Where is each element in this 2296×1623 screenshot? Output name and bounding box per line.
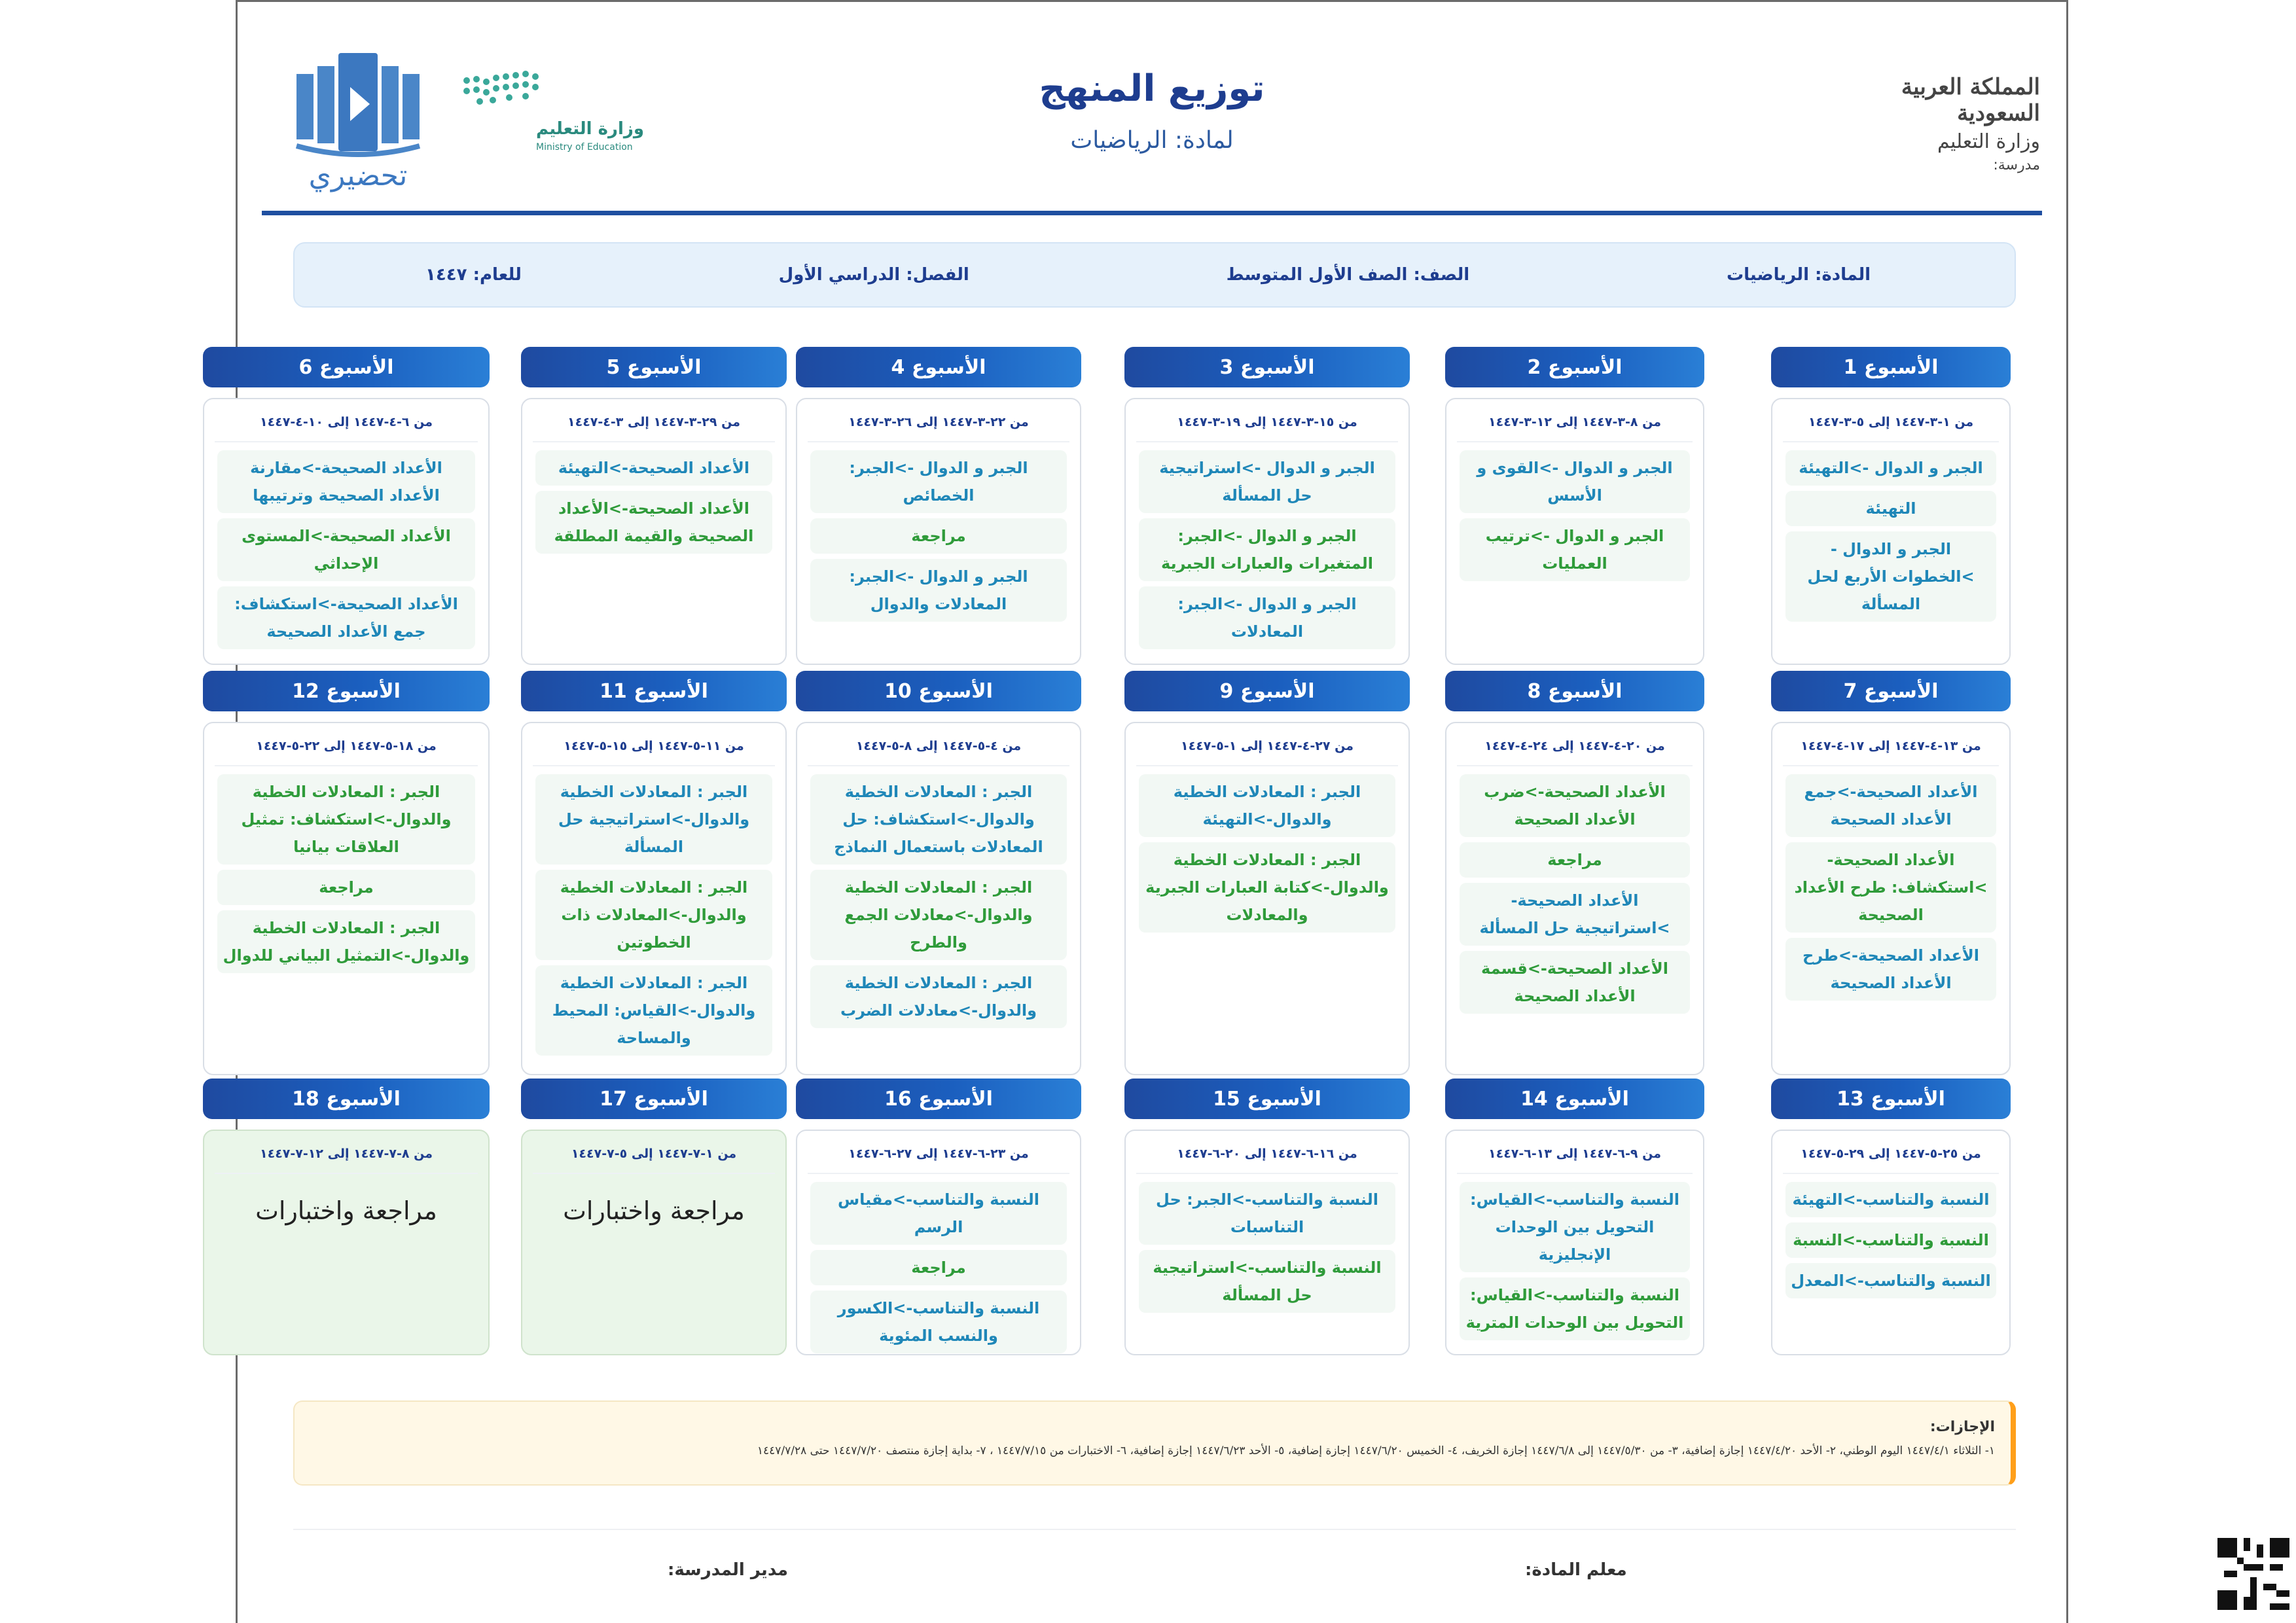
week-title: الأسبوع 12 [203,671,490,711]
lesson-item: النسبة والتناسب->الجبر: حل التناسبات [1139,1182,1395,1245]
week-divider [533,765,775,766]
lesson-item: الجبر : المعادلات الخطية والدوال->التهيئة [1139,774,1395,837]
info-grade: الصف: الصف الأول المتوسط [1226,265,1470,285]
lesson-item: الجبر و الدوال ->الخطوات الأربع لحل المسألة [1785,531,1996,622]
week-dates: من ١٥-٣-١٤٤٧ إلى ١٩-٣-١٤٤٧ [1177,415,1357,429]
lesson-item: الأعداد الصحيحة->ضرب الأعداد الصحيحة [1460,774,1690,837]
week-title: الأسبوع 3 [1124,347,1410,387]
week-divider [1783,1173,1999,1174]
week-dates: من ١-٣-١٤٤٧ إلى ٥-٣-١٤٤٧ [1808,415,1974,429]
lesson-item: الجبر و الدوال ->الجبر: المتغيرات والعبارات الجبرية [1139,518,1395,581]
week-divider [533,441,775,442]
week-divider [1136,441,1398,442]
info-subject: المادة: الرياضيات [1726,265,1871,285]
week-title: الأسبوع 1 [1771,347,2011,387]
week-title: الأسبوع 15 [1124,1079,1410,1119]
lesson-item: الجبر و الدوال ->ترتيب العمليات [1460,518,1690,581]
week-dates: من ٨-٧-١٤٤٧ إلى ١٢-٧-١٤٤٧ [260,1147,433,1161]
week-card [1124,347,1410,665]
lesson-item: الجبر : المعادلات الخطية والدوال->استراتيجية حل المسألة [535,774,772,865]
week-title: الأسبوع 2 [1445,347,1704,387]
week-body [203,398,490,665]
lesson-item: الجبر : المعادلات الخطية والدوال->معادلات الضرب [810,965,1067,1028]
week-body [796,722,1081,1075]
lesson-item: الجبر : المعادلات الخطية والدوال->استكشاف: حل المعادلات باستعمال النماذج [810,774,1067,865]
lesson-item: الجبر و الدوال ->التهيئة [1785,450,1996,486]
week-dates: من ٢٥-٥-١٤٤٧ إلى ٢٩-٥-١٤٤٧ [1801,1147,1981,1161]
page-subtitle: لمادة: الرياضيات [1070,127,1234,154]
week-body [203,722,490,1075]
week-dates: من ١١-٥-١٤٤٧ إلى ١٥-٥-١٤٤٧ [564,739,744,753]
lesson-item: الجبر و الدوال ->استراتيجية حل المسألة [1139,450,1395,513]
lesson-item: النسبة والتناسب->استراتيجية حل المسألة [1139,1250,1395,1313]
week-title: الأسبوع 7 [1771,671,2011,711]
lesson-item: الأعداد الصحيحة->المستوى الإحداثي [217,518,475,581]
week-card [521,347,787,665]
lesson-item: الأعداد الصحيحة->استكشاف: طرح الأعداد الصحيحة [1785,842,1996,933]
week-divider [1457,765,1693,766]
week-title: الأسبوع 13 [1771,1079,2011,1119]
lesson-item: الأعداد الصحيحة->استكشاف: جمع الأعداد الصحيحة [217,586,475,649]
info-term: الفصل: الدراسي الأول [778,265,969,285]
week-body [1124,1130,1410,1355]
week-card [1124,1079,1410,1355]
week-body [521,722,787,1075]
holidays-note [293,1400,2016,1486]
week-dates: من ٤-٥-١٤٤٧ إلى ٨-٥-١٤٤٧ [855,739,1022,753]
week-card [521,1079,787,1355]
lesson-item: مراجعة [1460,842,1690,878]
week-body [1445,398,1704,665]
week-dates: من ١٨-٥-١٤٤٧ إلى ٢٢-٥-١٤٤٧ [256,739,437,753]
logos [290,48,644,205]
lesson-item: مراجعة [810,1250,1067,1285]
school-label: مدرسة: [1993,157,2040,173]
lesson-item: النسبة والتناسب->القياس: التحويل بين الوحدات الإنجليزية [1460,1182,1690,1272]
lesson-item: الأعداد الصحيحة->قسمة الأعداد الصحيحة [1460,951,1690,1014]
week-body [1771,398,2011,665]
moe-logo-text-ar: وزارة التعليم [536,119,644,139]
lesson-item: النسبة والتناسب->المعدل [1785,1263,1996,1298]
week-divider [1783,765,1999,766]
principal-signature: مدير المدرسة: [668,1560,788,1580]
week-card [1445,1079,1704,1355]
week-title: الأسبوع 8 [1445,671,1704,711]
week-title: الأسبوع 5 [521,347,787,387]
week-body [1445,1130,1704,1355]
lesson-item: الأعداد الصحيحة->طرح الأعداد الصحيحة [1785,938,1996,1001]
week-review-label: مراجعة واختبارات [563,1196,745,1225]
lesson-item: النسبة والتناسب->القياس: التحويل بين الوحدات المترية [1460,1277,1690,1340]
teacher-signature: معلم المادة: [1525,1560,1627,1580]
info-year: للعام: ١٤٤٧ [425,265,522,285]
tahdiri-logo-text: تحضيري [308,159,408,192]
week-body [796,1130,1081,1355]
lesson-item: الأعداد الصحيحة->استراتيجية حل المسألة [1460,883,1690,946]
week-body [796,398,1081,665]
lesson-item: الجبر : المعادلات الخطية والدوال->المعادلات ذات الخطوتين [535,870,772,960]
qr-code-icon [2217,1538,2289,1610]
week-dates: من ١٦-٦-١٤٤٧ إلى ٢٠-٦-١٤٤٧ [1177,1147,1357,1161]
page-title: توزيع المنهج [1039,67,1265,110]
week-body [521,1130,787,1355]
week-title: الأسبوع 16 [796,1079,1081,1119]
lesson-item: النسبة والتناسب->الكسور والنسب المئوية [810,1291,1067,1353]
week-dates: من ١٣-٤-١٤٤٧ إلى ١٧-٤-١٤٤٧ [1801,739,1981,753]
week-title: الأسبوع 18 [203,1079,490,1119]
logo-graphics [290,48,644,205]
week-divider [215,765,478,766]
lesson-item: النسبة والتناسب->التهيئة [1785,1182,1996,1217]
week-dates: من ٢٣-٦-١٤٤٧ إلى ٢٧-٦-١٤٤٧ [848,1147,1029,1161]
week-dates: من ١-٧-١٤٤٧ إلى ٥-٧-١٤٤٧ [571,1147,737,1161]
week-title: الأسبوع 17 [521,1079,787,1119]
moe-logo-text-en: Ministry of Education [536,142,633,152]
lesson-item: النسبة والتناسب->النسبة [1785,1222,1996,1258]
week-divider [1783,441,1999,442]
week-divider [215,1173,478,1174]
kingdom-name: المملكة العربية السعودية [1901,74,2040,126]
week-title: الأسبوع 14 [1445,1079,1704,1119]
week-card [796,671,1081,1075]
week-title: الأسبوع 11 [521,671,787,711]
week-card [1445,347,1704,665]
week-card [1771,1079,2011,1355]
week-divider [1457,1173,1693,1174]
week-body [1445,722,1704,1075]
week-card [1124,671,1410,1075]
week-divider [808,441,1069,442]
week-card [1771,671,2011,1075]
week-divider [1136,765,1398,766]
week-dates: من ٨-٣-١٤٤٧ إلى ١٢-٣-١٤٤٧ [1488,415,1661,429]
lesson-item: النسبة والتناسب->مقياس الرسم [810,1182,1067,1245]
lesson-item: الجبر و الدوال ->القوى و الأسس [1460,450,1690,513]
moe-logo-icon [463,71,539,105]
lesson-item: الأعداد الصحيحة->جمع الأعداد الصحيحة [1785,774,1996,837]
footer-divider [293,1529,2016,1530]
lesson-item: الجبر : المعادلات الخطية والدوال->كتابة العبارات الجبرية والمعادلات [1139,842,1395,933]
week-divider [1136,1173,1398,1174]
week-dates: من ٢٩-٣-١٤٤٧ إلى ٣-٤-١٤٤٧ [567,415,740,429]
week-dates: من ٢٠-٤-١٤٤٧ إلى ٢٤-٤-١٤٤٧ [1484,739,1665,753]
lesson-item: الجبر : المعادلات الخطية والدوال->معادلات الجمع والطرح [810,870,1067,960]
week-review-label: مراجعة واختبارات [255,1196,437,1225]
lesson-item: الجبر : المعادلات الخطية والدوال->التمثيل البياني للدوال [217,910,475,973]
week-title: الأسبوع 10 [796,671,1081,711]
lesson-item: التهيئة [1785,491,1996,526]
week-card [203,1079,490,1355]
lesson-item: الأعداد الصحيحة->مقارنة الأعداد الصحيحة وترتيبها [217,450,475,513]
ministry-name: وزارة التعليم [1937,130,2040,153]
week-dates: من ٦-٤-١٤٤٧ إلى ١٠-٤-١٤٤٧ [260,415,433,429]
holidays-text: ١- الثلاثاء ١٤٤٧/٤/١ اليوم الوطني، ٢- الأحد ١٤٤٧/٤/٢٠ إجازة إضافية، ٣- من ١٤٤٧/٥/٣٠ إلى ١٤٤٧/٦/٨ إجازة الخريف، ٤- الخميس ١٤٤٧/٦/٢٠ إجازة إضافية، ٥- الأحد ١٤٤٧/٦/٢٣ إجازة إضافية، ٦- الاختبارات من ١٤٤٧/٧/١٥ ، ٧- بداية إجازة منتصف ١٤٤٧/٧/٢٠ حتى ١٤٤٧/٧/٢٨ [757,1444,1995,1457]
course-info-bar [293,242,2016,308]
week-dates: من ٢٢-٣-١٤٤٧ إلى ٢٦-٣-١٤٤٧ [848,415,1029,429]
lesson-item: مراجعة [217,870,475,905]
week-divider [1457,441,1693,442]
lesson-item: الجبر و الدوال ->الجبر: المعادلات [1139,586,1395,649]
week-body [203,1130,490,1355]
week-card [796,1079,1081,1355]
week-body [1124,398,1410,665]
lesson-item: الجبر و الدوال ->الجبر: الخصائص [810,450,1067,513]
header-rule [262,211,2042,215]
week-title: الأسبوع 6 [203,347,490,387]
lesson-item: الجبر و الدوال ->الجبر: المعادلات والدوال [810,559,1067,622]
lesson-item: الأعداد الصحيحة->التهيئة [535,450,772,486]
week-body [1771,1130,2011,1355]
lesson-item: الجبر : المعادلات الخطية والدوال->استكشاف: تمثيل العلاقات بيانيا [217,774,475,865]
week-divider [808,1173,1069,1174]
week-dates: من ٢٧-٤-١٤٤٧ إلى ١-٥-١٤٤٧ [1181,739,1354,753]
week-body [1771,722,2011,1075]
week-body [1124,722,1410,1075]
week-title: الأسبوع 9 [1124,671,1410,711]
week-card [521,671,787,1075]
week-card [796,347,1081,665]
lesson-item: الأعداد الصحيحة->الأعداد الصحيحة والقيمة المطلقة [535,491,772,554]
week-title: الأسبوع 4 [796,347,1081,387]
holidays-title: الإجازات: [1929,1419,1995,1435]
week-card [1771,347,2011,665]
week-divider [808,765,1069,766]
lesson-item: مراجعة [810,518,1067,554]
tahdiri-logo-icon [296,53,420,154]
week-divider [533,1173,775,1174]
lesson-item: الجبر : المعادلات الخطية والدوال->القياس: المحيط والمساحة [535,965,772,1056]
week-dates: من ٩-٦-١٤٤٧ إلى ١٣-٦-١٤٤٧ [1488,1147,1661,1161]
week-card [203,671,490,1075]
week-body [521,398,787,665]
week-card [203,347,490,665]
week-divider [215,441,478,442]
week-card [1445,671,1704,1075]
